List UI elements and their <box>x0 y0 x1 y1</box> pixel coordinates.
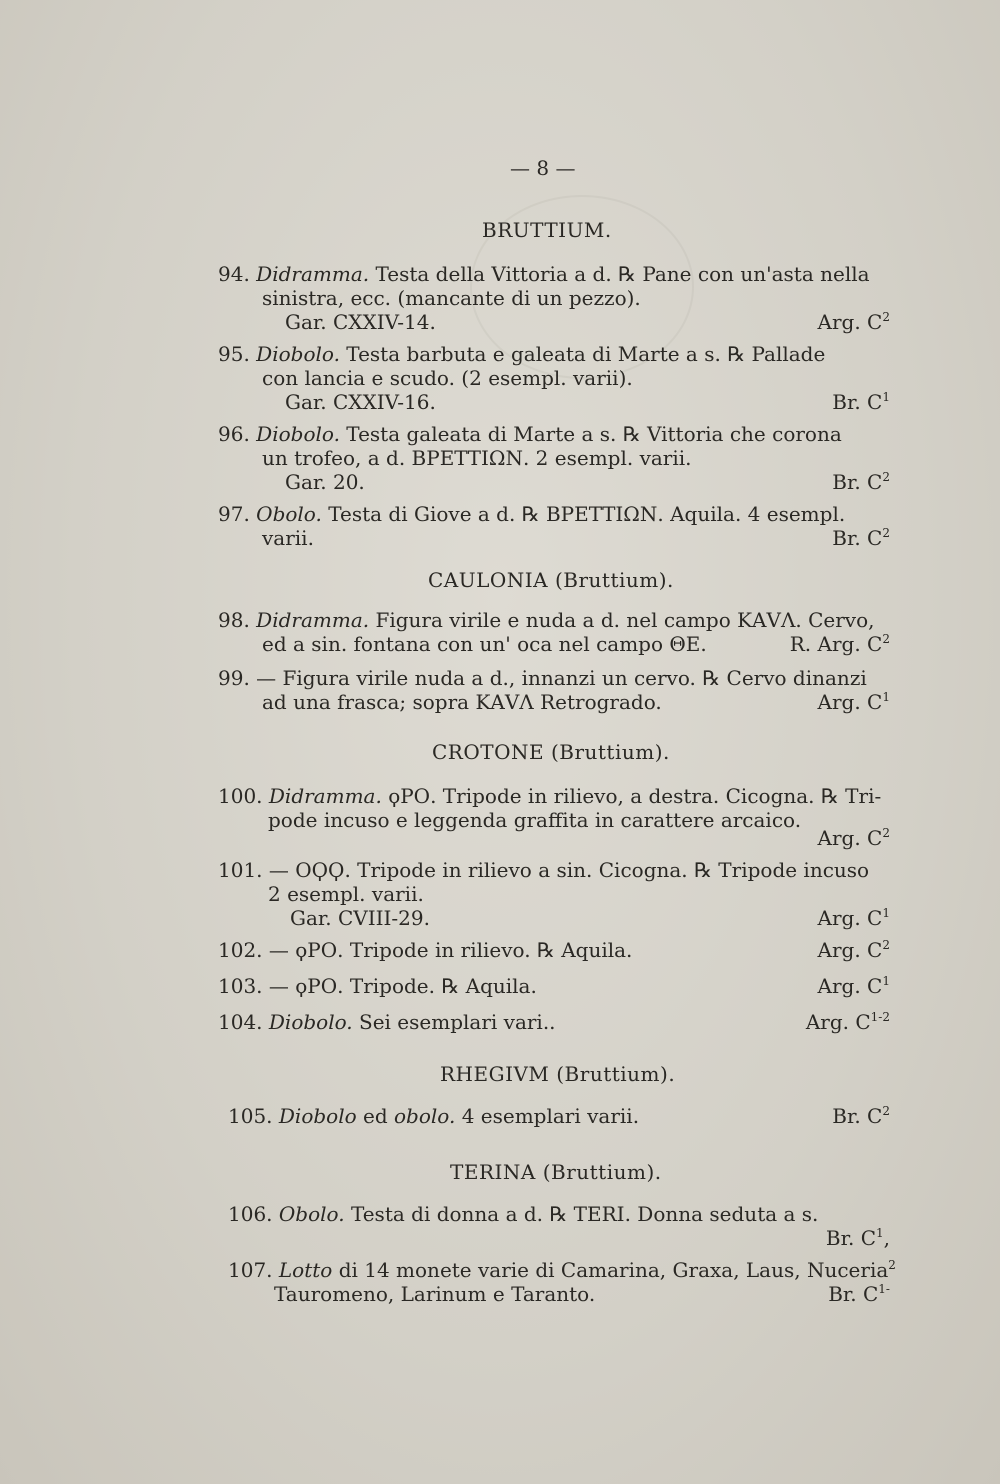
section-heading-crotone: CROTONE (Bruttium). <box>432 740 670 764</box>
entry-95-ref: Gar. CXXIV-16. <box>285 390 436 414</box>
entry-102-metal: Arg. $C^2$ <box>817 938 890 962</box>
ditto-dash: — <box>268 858 289 882</box>
entry-text: di 14 monete varie di Camarina, Graxa, Laus, Nuceria <box>338 1258 889 1282</box>
entry-106-line1 <box>228 1202 818 1226</box>
entry-94-ref: Gar. CXXIV-14. <box>285 310 436 334</box>
entry-97-metal: Br. $C^2$ <box>832 526 890 550</box>
entry-94-line2: sinistra, ecc. (mancante di un pezzo). <box>262 286 641 310</box>
entry-107-metal: Br. $C^{1-}$ <box>828 1282 890 1306</box>
entry-96-ref: Gar. 20. <box>285 470 365 494</box>
entry-103-line1 <box>218 974 537 998</box>
entry-94-line1 <box>218 262 870 286</box>
entry-number: 94. <box>218 262 250 286</box>
section-heading-caulonia: CAULONIA (Bruttium). <box>428 568 674 592</box>
entry-text: ϙΡΟ. Tripode. ℞ Aquila. <box>295 974 537 998</box>
entry-103-metal: Arg. $C^1$ <box>817 974 890 998</box>
coin-type: Didramma. <box>256 608 370 632</box>
entry-104-metal: Arg. $C^{1-2}$ <box>805 1010 890 1034</box>
entry-101-line2: 2 esempl. varii. <box>268 882 424 906</box>
entry-text: Testa della Vittoria a d. ℞ Pane con un'asta nella <box>375 262 870 286</box>
coin-type: Lotto <box>278 1258 333 1282</box>
entry-text-2: 4 esemplari varii. <box>461 1104 640 1128</box>
entry-number: 106. <box>228 1202 273 1226</box>
ditto-dash: — <box>268 938 289 962</box>
entry-99-line2: ad una frasca; sopra ΚΑVΛ Retrogrado. <box>262 690 662 714</box>
ditto-dash: — <box>256 666 277 690</box>
entry-text: ed <box>363 1104 388 1128</box>
entry-106-metal: Br. $C^1$, <box>825 1226 890 1250</box>
entry-text: Figura virile nuda a d., innanzi un cervo. ℞ Cervo dinanzi <box>282 666 867 690</box>
section-heading-terina: TERINA (Bruttium). <box>450 1160 662 1184</box>
entry-98-line1 <box>218 608 875 632</box>
entry-number: 105. <box>228 1104 273 1128</box>
entry-text: ΟϘϘ. Tripode in rilievo a sin. Cicogna. ℞ Tripode incuso <box>295 858 870 882</box>
coin-type: Obolo. <box>256 502 322 526</box>
coin-type: Diobolo. <box>256 342 340 366</box>
entry-95-line1 <box>218 342 825 366</box>
coin-type: Diobolo. <box>268 1010 353 1034</box>
entry-96-line1 <box>218 422 842 446</box>
entry-number: 99. <box>218 666 250 690</box>
entry-107-line1 <box>228 1258 896 1282</box>
entry-104-line1 <box>218 1010 556 1034</box>
entry-text: Testa di Giove a d. ℞ ΒΡΕΤΤΙΩΝ. Aquila. 4 esempl. <box>328 502 846 526</box>
entry-text: ϙΡΟ. Tripode in rilievo, a destra. Cicogna. ℞ Tri- <box>388 784 882 808</box>
entry-95-metal: Br. $C^1$ <box>832 390 890 414</box>
entry-number: 107. <box>228 1258 273 1282</box>
entry-101-line1 <box>218 858 869 882</box>
section-heading-rhegium: RHEGIVM (Bruttium). <box>440 1062 676 1086</box>
coin-type: Diobolo. <box>256 422 340 446</box>
entry-number: 102. <box>218 938 263 962</box>
entry-96-metal: Br. $C^2$ <box>832 470 890 494</box>
entry-number: 98. <box>218 608 250 632</box>
entry-96-line2: un trofeo, a d. ΒΡΕΤΤΙΩΝ. 2 esempl. varii. <box>262 446 692 470</box>
entry-98-line2: ed a sin. fontana con un' oca nel campo ΘΕ. <box>262 632 707 656</box>
entry-102-line1 <box>218 938 632 962</box>
entry-97-line1 <box>218 502 845 526</box>
entry-105-line1 <box>228 1104 639 1128</box>
entry-105-metal: Br. $C^2$ <box>832 1104 890 1128</box>
entry-99-line1 <box>218 666 867 690</box>
page-number: — 8 — <box>510 156 576 180</box>
entry-text: Testa barbuta e galeata di Marte a s. ℞ Pallade <box>346 342 826 366</box>
entry-text: Testa galeata di Marte a s. ℞ Vittoria che corona <box>346 422 842 446</box>
coin-type: Obolo. <box>278 1202 345 1226</box>
entry-98-metal: R. Arg. $C^2$ <box>789 632 890 656</box>
entry-101-metal: Arg. $C^1$ <box>817 906 890 930</box>
coin-type: Diobolo <box>278 1104 357 1128</box>
coin-type: Didramma. <box>268 784 382 808</box>
entry-100-metal: Arg. $C^2$ <box>817 826 890 850</box>
entry-number: 103. <box>218 974 263 998</box>
entry-number: 96. <box>218 422 250 446</box>
entry-95-line2: con lancia e scudo. (2 esempl. varii). <box>262 366 633 390</box>
entry-99-metal: Arg. $C^1$ <box>817 690 890 714</box>
entry-100-line1 <box>218 784 881 808</box>
entry-number: 104. <box>218 1010 263 1034</box>
entry-94-metal: Arg. $C^2$ <box>817 310 890 334</box>
entry-number: 95. <box>218 342 250 366</box>
coin-type: Didramma. <box>256 262 370 286</box>
entry-number: 101. <box>218 858 263 882</box>
coin-type-2: obolo. <box>394 1104 456 1128</box>
entry-text: Sei esemplari vari.. <box>359 1010 556 1034</box>
entry-text: Testa di donna a d. ℞ TERI. Donna seduta a s. <box>350 1202 819 1226</box>
entry-107-line2: Tauromeno, Larinum e Taranto. <box>274 1282 596 1306</box>
ditto-dash: — <box>268 974 289 998</box>
entry-number: 97. <box>218 502 250 526</box>
footnote-mark: 2 <box>888 1258 896 1272</box>
entry-text: ϙΡΟ. Tripode in rilievo. ℞ Aquila. <box>295 938 633 962</box>
entry-number: 100. <box>218 784 263 808</box>
entry-101-ref: Gar. CVIII-29. <box>290 906 430 930</box>
entry-100-line2: pode incuso e leggenda graffita in carattere arcaico. <box>268 808 802 832</box>
section-heading-bruttium: BRUTTIUM. <box>482 218 612 242</box>
entry-97-line2: varii. <box>262 526 314 550</box>
entry-text: Figura virile e nuda a d. nel campo ΚΑVΛ. Cervo, <box>375 608 875 632</box>
